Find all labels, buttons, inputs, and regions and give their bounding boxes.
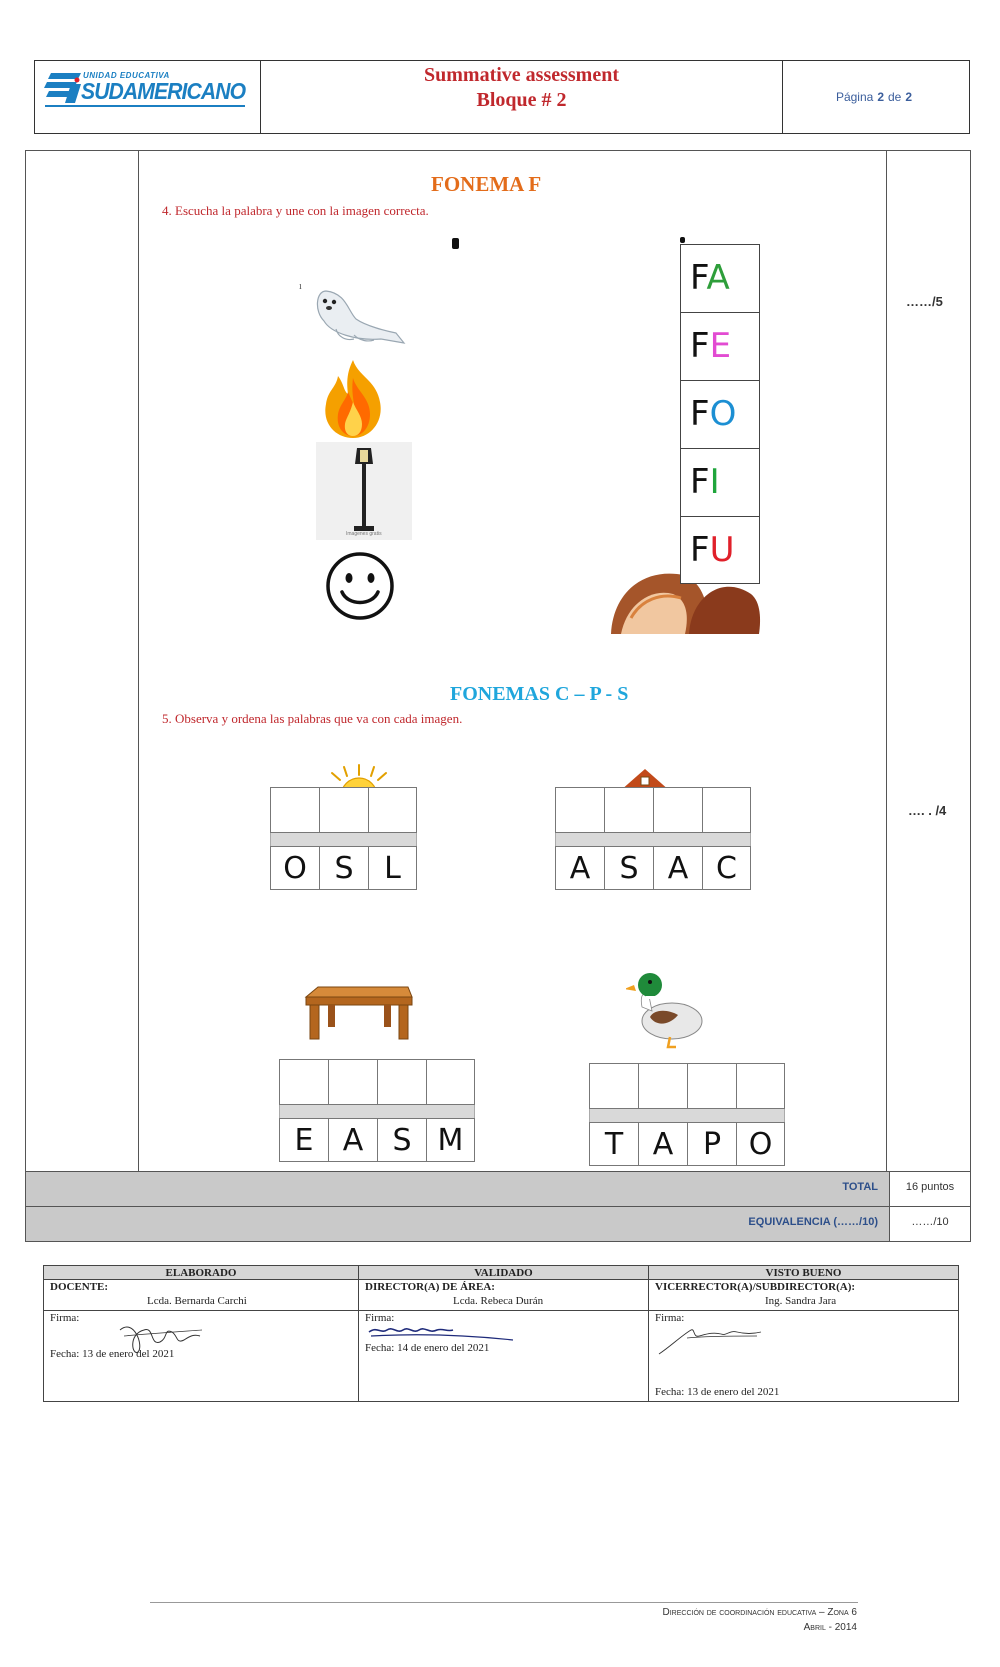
letter-tile[interactable]: C: [702, 846, 751, 890]
lamp-caption: Imagenes gratis: [346, 531, 382, 537]
letter-tile[interactable]: A: [328, 1118, 377, 1162]
logo-underline: [45, 105, 245, 107]
total-value: 16 puntos: [889, 1172, 970, 1206]
answer-cell[interactable]: [270, 787, 319, 833]
footer-divider: [150, 1602, 858, 1603]
page-total: 2: [905, 90, 913, 104]
answer-cell[interactable]: [653, 787, 702, 833]
answer-cell[interactable]: [377, 1059, 426, 1105]
total-label: TOTAL: [842, 1181, 878, 1193]
grid-separator: [270, 833, 417, 846]
equivalence-label: EQUIVALENCIA (……/10): [748, 1216, 878, 1228]
smiley-face-image: [324, 550, 396, 622]
syllable-fa[interactable]: [681, 245, 759, 313]
seal-image: [296, 271, 426, 356]
signature-col-vicerrector: [649, 1280, 958, 1401]
word-grid-pato: [589, 1063, 785, 1166]
handwritten-signature: [367, 1322, 517, 1344]
signature-col-director: [359, 1280, 649, 1401]
section2-title: FONEMAS C – P - S: [450, 683, 629, 705]
answer-cell[interactable]: [426, 1059, 475, 1105]
answer-cell[interactable]: [555, 787, 604, 833]
row-divider: [359, 1310, 648, 1311]
syllable-fi[interactable]: [681, 449, 759, 517]
letter-tile[interactable]: P: [687, 1122, 736, 1166]
answer-cell[interactable]: [687, 1063, 736, 1109]
header-elaborado: ELABORADO: [44, 1266, 359, 1279]
row-divider: [649, 1310, 958, 1311]
svg-text:ı: ı: [299, 281, 302, 292]
table-image: [304, 983, 414, 1041]
signature-table: [43, 1265, 959, 1402]
signature-header-row: [44, 1266, 958, 1280]
syllable-consonant: F: [690, 394, 710, 434]
answer-cell[interactable]: [589, 1063, 638, 1109]
dot-marker: [452, 238, 459, 249]
grid-separator: [555, 833, 751, 846]
syllable-vowel: O: [709, 394, 737, 434]
date-label: Fecha: 13 de enero del 2021: [50, 1348, 175, 1360]
letter-tile[interactable]: O: [270, 846, 319, 890]
logo-subtitle: UNIDAD EDUCATIVA: [83, 71, 170, 80]
syllable-column: [680, 244, 760, 584]
header-visto-bueno: VISTO BUENO: [765, 1267, 842, 1279]
syllable-consonant: F: [690, 530, 710, 570]
equivalence-value: ……/10: [889, 1207, 970, 1241]
answer-cell[interactable]: [279, 1059, 328, 1105]
letter-tile[interactable]: S: [377, 1118, 426, 1162]
syllable-fe[interactable]: [681, 313, 759, 381]
logo-name: SUDAMERICANO: [81, 78, 246, 104]
syllable-consonant: F: [690, 462, 710, 502]
row-divider: [44, 1310, 358, 1311]
page-number: [783, 61, 969, 133]
signature-col-docente: [44, 1280, 359, 1401]
syllable-vowel: I: [709, 462, 720, 502]
total-row: [26, 1171, 970, 1206]
equivalence-row: [26, 1206, 970, 1241]
letter-tile[interactable]: E: [279, 1118, 328, 1162]
grid-separator: [279, 1105, 475, 1118]
firma-label: Firma:: [365, 1312, 395, 1324]
syllable-fu[interactable]: [681, 517, 759, 585]
handwritten-signature: [657, 1322, 767, 1358]
footer-office: Dirección de coordinación educativa – Zona 6: [662, 1607, 857, 1618]
letter-tile[interactable]: A: [555, 846, 604, 890]
section1-title: FONEMA F: [431, 172, 542, 196]
syllable-vowel: A: [706, 258, 730, 298]
answer-cell[interactable]: [604, 787, 653, 833]
syllable-consonant: F: [690, 258, 707, 298]
word-grid-sol: [270, 787, 417, 890]
role-label: DIRECTOR(A) DE ÁREA:: [365, 1281, 495, 1293]
word-grid-mesa: [279, 1059, 475, 1162]
firma-label: Firma:: [50, 1312, 80, 1324]
firma-label: Firma:: [655, 1312, 685, 1324]
page-prefix: Página: [835, 90, 874, 104]
letter-tile[interactable]: M: [426, 1118, 475, 1162]
left-column-divider: [138, 151, 139, 1171]
letter-tile[interactable]: A: [638, 1122, 687, 1166]
logo-emblem-icon: [43, 71, 83, 105]
section1-instruction: 4. Escucha la palabra y une con la imagen correcta.: [162, 203, 429, 218]
title-line1: Summative assessment: [424, 64, 619, 86]
signature-body: [44, 1280, 958, 1401]
date-label: Fecha: 14 de enero del 2021: [365, 1342, 490, 1354]
section2-instruction: 5. Observa y ordena las palabras que va con cada imagen.: [162, 711, 463, 726]
word-grid-casa: [555, 787, 751, 890]
letter-tile[interactable]: S: [319, 846, 368, 890]
answer-cell[interactable]: [736, 1063, 785, 1109]
lamp-icon: [316, 442, 412, 540]
section1-score: ……/5: [906, 294, 943, 309]
grid-separator: [589, 1109, 785, 1122]
right-column-divider: [886, 151, 887, 1171]
syllable-consonant: F: [690, 326, 710, 366]
street-lamp-image: [316, 442, 412, 540]
person-name: Lcda. Rebeca Durán: [453, 1295, 544, 1307]
role-label: DOCENTE:: [50, 1281, 109, 1293]
role-label: VICERRECTOR(A)/SUBDIRECTOR(A):: [655, 1281, 856, 1293]
section2-score: …. . /4: [908, 803, 947, 818]
answer-cell[interactable]: [702, 787, 751, 833]
footer-date: Abril - 2014: [803, 1622, 857, 1633]
header-validado: VALIDADO: [359, 1266, 649, 1279]
date-label: Fecha: 13 de enero del 2021: [655, 1386, 780, 1398]
syllable-fo[interactable]: [681, 381, 759, 449]
header-title: [261, 61, 783, 133]
syllable-vowel: E: [709, 326, 732, 366]
letter-tile[interactable]: T: [589, 1122, 638, 1166]
dot-marker: [680, 237, 685, 243]
page-of: de: [888, 90, 902, 104]
school-logo: [35, 61, 261, 133]
letter-tile[interactable]: S: [604, 846, 653, 890]
answer-cell[interactable]: [638, 1063, 687, 1109]
answer-cell[interactable]: [368, 787, 417, 833]
document-header: [34, 60, 970, 134]
page-current: 2: [877, 90, 884, 104]
letter-tile[interactable]: L: [368, 846, 417, 890]
answer-cell[interactable]: [319, 787, 368, 833]
fire-image: [318, 358, 388, 442]
duck-image: [626, 969, 708, 1049]
person-name: Lcda. Bernarda Carchi: [147, 1295, 247, 1307]
answer-cell[interactable]: [328, 1059, 377, 1105]
syllable-vowel: U: [709, 530, 735, 570]
assessment-frame: [25, 150, 971, 1242]
person-name: Ing. Sandra Jara: [765, 1295, 837, 1307]
letter-tile[interactable]: A: [653, 846, 702, 890]
letter-tile[interactable]: O: [736, 1122, 785, 1166]
title-line2: Bloque # 2: [476, 89, 567, 111]
